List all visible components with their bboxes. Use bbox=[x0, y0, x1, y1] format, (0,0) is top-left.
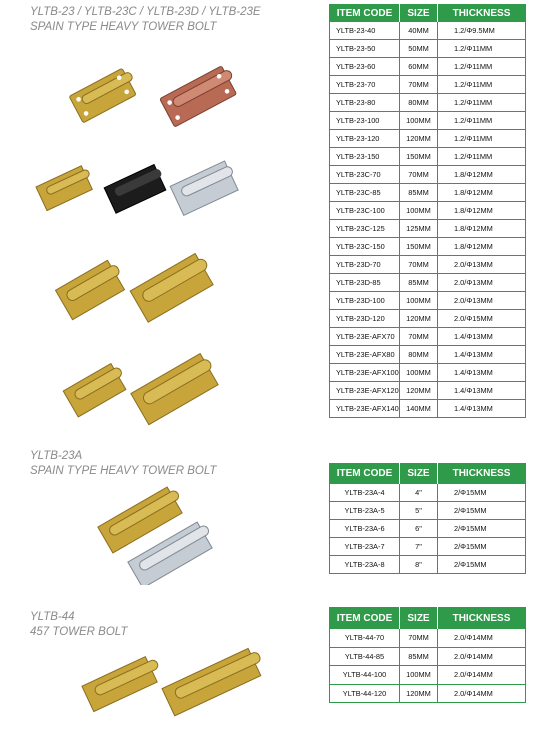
size-cell: 85MM bbox=[400, 274, 438, 292]
table-row bbox=[330, 166, 526, 184]
table-row bbox=[330, 328, 526, 346]
spec-table-yltb-23 bbox=[329, 4, 526, 418]
table-row bbox=[330, 400, 526, 418]
table-row bbox=[330, 184, 526, 202]
size-cell: 40MM bbox=[400, 22, 438, 40]
size-cell: 85MM bbox=[400, 184, 438, 202]
table-header-row bbox=[330, 5, 526, 22]
item-code-cell: YLTB-44-70 bbox=[330, 629, 400, 648]
table-row bbox=[330, 94, 526, 112]
item-code-cell: YLTB-23E-AFX120 bbox=[330, 382, 400, 400]
table-row bbox=[330, 112, 526, 130]
item-code-cell: YLTB-23-120 bbox=[330, 130, 400, 148]
item-code-cell: YLTB-23E-AFX100 bbox=[330, 364, 400, 382]
size-cell: 120MM bbox=[400, 130, 438, 148]
item-code-cell: YLTB-23E-AFX140 bbox=[330, 400, 400, 418]
item-code-cell: YLTB-23-50 bbox=[330, 40, 400, 58]
table-row bbox=[330, 256, 526, 274]
item-code-cell: YLTB-23-70 bbox=[330, 76, 400, 94]
column-header-thickness: THICKNESS bbox=[438, 5, 526, 22]
column-header-thickness: THICKNESS bbox=[438, 608, 526, 629]
size-cell: 100MM bbox=[400, 292, 438, 310]
size-cell: 70MM bbox=[400, 629, 438, 648]
thickness-cell: 2/Φ15MM bbox=[438, 520, 526, 538]
size-cell: 120MM bbox=[400, 684, 438, 703]
table-row bbox=[330, 502, 526, 520]
item-code-cell: YLTB-23-100 bbox=[330, 112, 400, 130]
size-cell: 4" bbox=[400, 484, 438, 502]
table-row bbox=[330, 238, 526, 256]
size-cell: 140MM bbox=[400, 400, 438, 418]
size-cell: 120MM bbox=[400, 382, 438, 400]
thickness-cell: 1.4/Φ13MM bbox=[438, 346, 526, 364]
thickness-cell: 1.2/Φ9.5MM bbox=[438, 22, 526, 40]
size-cell: 100MM bbox=[400, 364, 438, 382]
item-code-cell: YLTB-23D-85 bbox=[330, 274, 400, 292]
table-row bbox=[330, 202, 526, 220]
thickness-cell: 2.0/Φ15MM bbox=[438, 310, 526, 328]
item-code-cell: YLTB-23D-70 bbox=[330, 256, 400, 274]
thickness-cell: 2/Φ15MM bbox=[438, 502, 526, 520]
table-row bbox=[330, 220, 526, 238]
thickness-cell: 1.8/Φ12MM bbox=[438, 184, 526, 202]
thickness-cell: 1.2/Φ11MM bbox=[438, 112, 526, 130]
thickness-cell: 2/Φ15MM bbox=[438, 538, 526, 556]
section2-title: YLTB-23A bbox=[30, 450, 83, 462]
table-row bbox=[330, 130, 526, 148]
column-header-item-code: ITEM CODE bbox=[330, 464, 400, 484]
section1-title: YLTB-23 / YLTB-23C / YLTB-23D / YLTB-23E bbox=[30, 6, 261, 18]
spec-table-yltb-23a bbox=[329, 463, 526, 574]
table-header-row bbox=[330, 464, 526, 484]
table-row bbox=[330, 684, 526, 703]
tower-bolt-image-heavy bbox=[45, 245, 225, 330]
item-code-cell: YLTB-23E-AFX80 bbox=[330, 346, 400, 364]
table-row bbox=[330, 148, 526, 166]
size-cell: 70MM bbox=[400, 166, 438, 184]
table-row bbox=[330, 647, 526, 666]
table-row bbox=[330, 310, 526, 328]
item-code-cell: YLTB-44-120 bbox=[330, 684, 400, 703]
thickness-cell: 1.8/Φ12MM bbox=[438, 238, 526, 256]
item-code-cell: YLTB-23A-4 bbox=[330, 484, 400, 502]
table-row bbox=[330, 629, 526, 648]
table-row bbox=[330, 76, 526, 94]
section3-title: YLTB-44 bbox=[30, 611, 75, 623]
table-row bbox=[330, 538, 526, 556]
size-cell: 70MM bbox=[400, 76, 438, 94]
size-cell: 125MM bbox=[400, 220, 438, 238]
table-row bbox=[330, 40, 526, 58]
table-row bbox=[330, 520, 526, 538]
thickness-cell: 1.4/Φ13MM bbox=[438, 364, 526, 382]
thickness-cell: 1.8/Φ12MM bbox=[438, 220, 526, 238]
size-cell: 85MM bbox=[400, 647, 438, 666]
thickness-cell: 1.2/Φ11MM bbox=[438, 40, 526, 58]
section2-subtitle: SPAIN TYPE HEAVY TOWER BOLT bbox=[30, 465, 217, 477]
size-cell: 80MM bbox=[400, 346, 438, 364]
thickness-cell: 2.0/Φ13MM bbox=[438, 274, 526, 292]
table-row bbox=[330, 58, 526, 76]
size-cell: 60MM bbox=[400, 58, 438, 76]
table-row bbox=[330, 274, 526, 292]
size-cell: 70MM bbox=[400, 256, 438, 274]
section3-subtitle: 457 TOWER BOLT bbox=[30, 626, 128, 638]
column-header-item-code: ITEM CODE bbox=[330, 608, 400, 629]
thickness-cell: 1.4/Φ13MM bbox=[438, 400, 526, 418]
table-row bbox=[330, 382, 526, 400]
size-cell: 100MM bbox=[400, 112, 438, 130]
table-row bbox=[330, 556, 526, 574]
spec-table-yltb-44 bbox=[329, 607, 526, 703]
table-row bbox=[330, 292, 526, 310]
item-code-cell: YLTB-23A-8 bbox=[330, 556, 400, 574]
item-code-cell: YLTB-23C-70 bbox=[330, 166, 400, 184]
item-code-cell: YLTB-23E-AFX70 bbox=[330, 328, 400, 346]
tower-bolt-image-afx bbox=[55, 345, 235, 430]
thickness-cell: 1.4/Φ13MM bbox=[438, 382, 526, 400]
item-code-cell: YLTB-23-150 bbox=[330, 148, 400, 166]
thickness-cell: 2.0/Φ14MM bbox=[438, 629, 526, 648]
size-cell: 6" bbox=[400, 520, 438, 538]
item-code-cell: YLTB-23C-125 bbox=[330, 220, 400, 238]
size-cell: 8" bbox=[400, 556, 438, 574]
size-cell: 50MM bbox=[400, 40, 438, 58]
size-cell: 120MM bbox=[400, 310, 438, 328]
table-row bbox=[330, 666, 526, 685]
item-code-cell: YLTB-23C-85 bbox=[330, 184, 400, 202]
thickness-cell: 1.8/Φ12MM bbox=[438, 202, 526, 220]
column-header-size: SIZE bbox=[400, 5, 438, 22]
item-code-cell: YLTB-23D-100 bbox=[330, 292, 400, 310]
item-code-cell: YLTB-23A-5 bbox=[330, 502, 400, 520]
thickness-cell: 1.2/Φ11MM bbox=[438, 76, 526, 94]
tower-bolt-image-finishes bbox=[30, 150, 240, 225]
item-code-cell: YLTB-44-85 bbox=[330, 647, 400, 666]
thickness-cell: 2.0/Φ13MM bbox=[438, 256, 526, 274]
thickness-cell: 2/Φ15MM bbox=[438, 484, 526, 502]
thickness-cell: 1.2/Φ11MM bbox=[438, 130, 526, 148]
size-cell: 7" bbox=[400, 538, 438, 556]
item-code-cell: YLTB-23C-150 bbox=[330, 238, 400, 256]
thickness-cell: 2.0/Φ14MM bbox=[438, 684, 526, 703]
size-cell: 100MM bbox=[400, 666, 438, 685]
table-row bbox=[330, 364, 526, 382]
thickness-cell: 2.0/Φ14MM bbox=[438, 666, 526, 685]
size-cell: 70MM bbox=[400, 328, 438, 346]
thickness-cell: 1.8/Φ12MM bbox=[438, 166, 526, 184]
thickness-cell: 1.2/Φ11MM bbox=[438, 148, 526, 166]
tower-bolt-image-yltb-44 bbox=[70, 640, 280, 730]
thickness-cell: 1.4/Φ13MM bbox=[438, 328, 526, 346]
column-header-size: SIZE bbox=[400, 464, 438, 484]
column-header-item-code: ITEM CODE bbox=[330, 5, 400, 22]
table-row bbox=[330, 484, 526, 502]
section1-subtitle: SPAIN TYPE HEAVY TOWER BOLT bbox=[30, 21, 217, 33]
thickness-cell: 1.2/Φ11MM bbox=[438, 94, 526, 112]
table-row bbox=[330, 346, 526, 364]
size-cell: 100MM bbox=[400, 202, 438, 220]
item-code-cell: YLTB-23-80 bbox=[330, 94, 400, 112]
size-cell: 150MM bbox=[400, 238, 438, 256]
item-code-cell: YLTB-23A-7 bbox=[330, 538, 400, 556]
thickness-cell: 2/Φ15MM bbox=[438, 556, 526, 574]
thickness-cell: 2.0/Φ14MM bbox=[438, 647, 526, 666]
size-cell: 5" bbox=[400, 502, 438, 520]
item-code-cell: YLTB-23A-6 bbox=[330, 520, 400, 538]
item-code-cell: YLTB-23-60 bbox=[330, 58, 400, 76]
table-header-row bbox=[330, 608, 526, 629]
item-code-cell: YLTB-23D-120 bbox=[330, 310, 400, 328]
table-row bbox=[330, 22, 526, 40]
column-header-thickness: THICKNESS bbox=[438, 464, 526, 484]
thickness-cell: 2.0/Φ13MM bbox=[438, 292, 526, 310]
item-code-cell: YLTB-23-40 bbox=[330, 22, 400, 40]
size-cell: 150MM bbox=[400, 148, 438, 166]
thickness-cell: 1.2/Φ11MM bbox=[438, 58, 526, 76]
size-cell: 80MM bbox=[400, 94, 438, 112]
tower-bolt-image-brass-copper bbox=[60, 45, 250, 135]
item-code-cell: YLTB-44-100 bbox=[330, 666, 400, 685]
column-header-size: SIZE bbox=[400, 608, 438, 629]
tower-bolt-image-yltb-23a bbox=[80, 485, 230, 585]
item-code-cell: YLTB-23C-100 bbox=[330, 202, 400, 220]
